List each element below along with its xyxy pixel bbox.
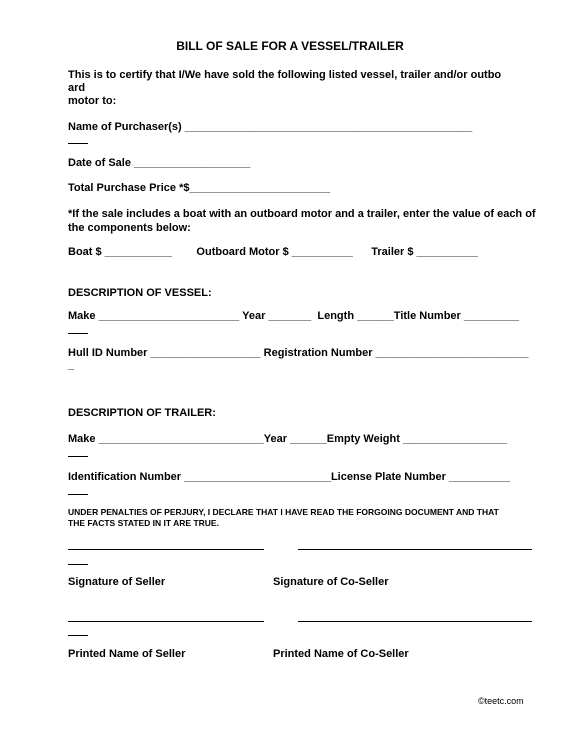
document-title: BILL OF SALE FOR A VESSEL/TRAILER — [176, 39, 404, 53]
coseller-name-label: Printed Name of Co-Seller — [273, 648, 409, 660]
seller-name-label: Printed Name of Seller — [68, 648, 186, 660]
vessel-row-2[interactable]: Hull ID Number __________________ Registration Number _________________________ — [68, 347, 529, 359]
seller-signature-line[interactable] — [68, 549, 264, 550]
seller-signature-label: Signature of Seller — [68, 576, 166, 588]
total-price-field[interactable]: Total Purchase Price *$_______________________ — [68, 182, 331, 194]
trailer-row-1[interactable]: Make ___________________________Year ______Empty Weight _________________ — [68, 433, 507, 445]
vessel-row-1-overflow-line — [68, 333, 88, 334]
coseller-name-line[interactable] — [298, 621, 532, 622]
seller-name-overflow-line — [68, 635, 88, 636]
components-note-line-1: *If the sale includes a boat with an outboard motor and a trailer, enter the value of each of — [68, 208, 536, 220]
intro-line-2: ard — [68, 82, 86, 94]
purchaser-overflow-line — [68, 143, 88, 144]
copyright-footer: ©teetc.com — [478, 696, 524, 706]
trailer-row-2-overflow-line — [68, 494, 88, 495]
declaration-line-1: UNDER PENALTIES OF PERJURY, I DECLARE THAT I HAVE READ THE FORGOING DOCUMENT AND THAT — [68, 507, 499, 517]
components-values-row[interactable]: Boat $ ___________ Outboard Motor $ __________ Trailer $ __________ — [68, 246, 478, 258]
seller-signature-overflow-line — [68, 564, 88, 565]
vessel-row-2-overflow: _ — [68, 359, 75, 371]
vessel-heading: DESCRIPTION OF VESSEL: — [68, 287, 212, 299]
coseller-signature-label: Signature of Co-Seller — [273, 576, 389, 588]
intro-line-1: This is to certify that I/We have sold the following listed vessel, trailer and/or outbo — [68, 69, 502, 81]
coseller-signature-line[interactable] — [298, 549, 532, 550]
date-of-sale-field[interactable]: Date of Sale ___________________ — [68, 157, 251, 169]
seller-name-line[interactable] — [68, 621, 264, 622]
declaration-line-2: THE FACTS STATED IN IT ARE TRUE. — [68, 518, 219, 528]
components-note-line-2: the components below: — [68, 222, 191, 234]
purchaser-field[interactable]: Name of Purchaser(s) _______________________________________________ — [68, 121, 473, 133]
trailer-heading: DESCRIPTION OF TRAILER: — [68, 407, 216, 419]
intro-line-3: motor to: — [68, 95, 117, 107]
trailer-row-2[interactable]: Identification Number ________________________License Plate Number __________ — [68, 471, 511, 483]
trailer-row-1-overflow-line — [68, 456, 88, 457]
vessel-row-1[interactable]: Make _______________________ Year _______ Length ______Title Number _________ — [68, 310, 519, 322]
